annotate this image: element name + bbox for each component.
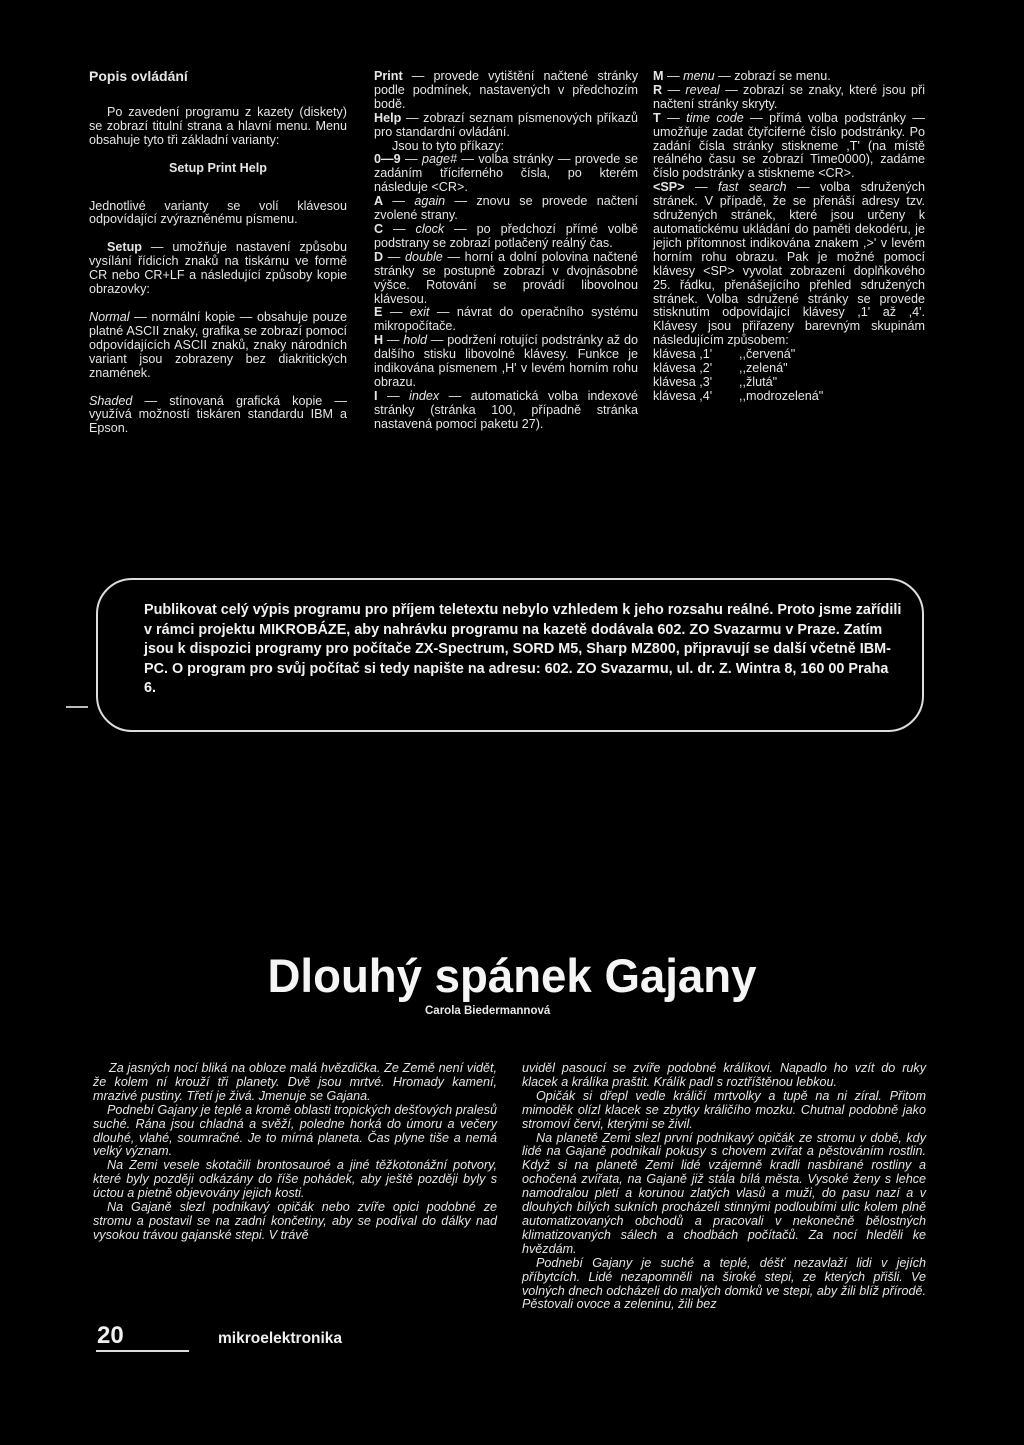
article-paragraph: Za jasných nocí bliká na obloze malá hvězdička. Ze Země není vidět, že kolem ní krouží tři planety. Dvě jsou mrtvé. Hromady kamení, mrazivé pustiny. Třetí je živá. Jmenuje se Gajana.	[93, 1061, 497, 1103]
intro-paragraph: Po zavedení programu z kazety (diskety) se zobrazí titulní strana a hlavní menu. Menu obsahuje tyto tři základní varianty:	[89, 104, 347, 147]
key-color-row: klávesa ,1' ,,červená"	[653, 347, 796, 362]
key-color-row: klávesa ,3' ,,žlutá"	[653, 374, 778, 389]
column-1	[89, 70, 347, 436]
article-paragraph: Na Zemi vesele skotačili brontosauroé a jiné těžkotonážní potvory, které byly později odkázány do říše pohádek, aby ještě později byly s úctou a pietně objevovány jejich kosti.	[93, 1158, 497, 1201]
article-author: Carola Biedermannová	[425, 1005, 551, 1017]
key-color-row: klávesa ,4' ,,modrozelená"	[653, 388, 824, 403]
article-paragraph: Podnebí Gajany je teplé a kromě oblasti tropických dešťových pralesů suché. Rána jsou chladná a svěží, poledne horká do úmoru a večery dlouhé, vlahé, soumračné. Je to mírná planeta. Čas plyne tiše a nemá velký význam.	[93, 1102, 497, 1159]
article-paragraph: Podnebí Gajany je suché a teplé, déšť nezavlaží lidi v jejích příbytcích. Lidé nezapomněli na široké stepi, ze kterých přišli. Ve volných dnech odcházeli do malých domků ve stepi, aby žili blíž přírodě. Pěstovali ovoce a zeleninu, žili bez	[522, 1255, 926, 1312]
command-e: E — exit — návrat do operačního systému mikropočítače.	[374, 305, 638, 334]
command-a: A — again — znovu se provede načtení zvolené strany.	[374, 194, 639, 223]
magazine-name: mikroelektronika	[218, 1330, 343, 1347]
command-m: M — menu — zobrazí se menu.	[653, 69, 831, 83]
shaded-paragraph: Shaded — stínovaná grafická kopie — využívá možností tiskáren standardu IBM a Epson.	[89, 393, 347, 436]
column-3	[653, 70, 925, 404]
article-right-column	[522, 1062, 926, 1312]
key-color-list	[653, 348, 925, 404]
commands-intro: Jsou to tyto příkazy:	[392, 138, 504, 153]
article-paragraph: Na Gajaně slezl podnikavý opičák nebo zvíře opici podobné ze stromu a postavil se na zadní končetiny, aby se podíval do dálky nad vysokou trávou gajanské stepi. V trávě	[93, 1200, 497, 1242]
section-heading: Popis ovládání	[89, 68, 188, 84]
page-number: 20	[97, 1322, 124, 1349]
command-t: T — time code — přímá volba podstránky — umožňuje zadat čtyřciferné číslo podstránky. Po zadání čísla stránky stiskneme ,T' (na místě reálného času se zobrazí Time0000), zadáme číslo podstránky a stiskneme <CR>.	[653, 110, 925, 181]
column-2	[374, 70, 638, 432]
article-left-column	[93, 1062, 497, 1243]
command-h: H — hold — podržení rotující podstránky až do dalšího stisku libovolné klávesy. Funkce je indikována písmenem ,H' v levém horním rohu obrazu.	[374, 333, 638, 389]
help-paragraph: Help — zobrazí seznam písmenových příkazů pro standardní ovládání.	[374, 110, 638, 139]
command-c: C — clock — po předchozí přímé volbě podstrany se zobrazí potlačený reálný čas.	[374, 221, 639, 250]
article-paragraph: uviděl pasoucí se zvíře podobné králíkovi. Napadlo ho vzít do ruky klacek a králíka praštit. Králík padl s roztříštěnou lebkou.	[522, 1061, 926, 1089]
notice-text: Publikovat celý výpis programu pro příjem teletextu nebylo vzhledem k jeho rozsahu reálné. Proto jsme zařídili v rámci projektu MIKROBÁZE, aby nahrávku programu na kazetě dodávala 602. ZO Svazarmu v Praze. Zatím jsou k dispozici programy pro počítače ZX-Spectrum, SORD M5, Sharp MZ800, připravují se další včetně IBM-PC. O program pro svůj počítač si tedy napište na adresu: 602. ZO Svazarmu, ul. dr. Z. Wintra 8, 160 00 Praha 6.	[144, 602, 902, 697]
command-0-9: 0—9 — page# — volba stránky — provede se zadáním tříciferného čísla, po kterém následuje <CR>.	[374, 152, 638, 195]
divider-left	[66, 706, 88, 708]
command-sp: <SP> — fast search — volba sdružených stránek. V případě, že se přenáší adresy tzv. sdružených stránek, které jsou určeny k automatickému ukládání do paměti dekodéru, je jejich přítomnost indikována znakem ,>' v levém horním rohu obrazu. Pak je možné pomocí klávesy <SP> vyvolat zobrazení doplňkového 25. řádku, přenášejícího přehled sdružených stránek. Volba sdružené stránky se provede stisknutím odpovídající klávesy ,1' až ,4'. Klávesy jsou přiřazeny barevným skupinám následujícím způsobem:	[653, 180, 925, 348]
article-title: Dlouhý spánek Gajany	[267, 949, 757, 1002]
setup-paragraph: Setup — umožňuje nastavení způsobu vysílání řídicích znaků na tiskárnu ve formě CR nebo CR+LF a následující způsoby kopie obrazovky:	[89, 240, 347, 297]
key-color-row: klávesa ,2' ,,zelená"	[653, 361, 788, 376]
normal-paragraph: Normal — normální kopie — obsahuje pouze platné ASCII znaky, grafika se zobrazí pomocí odpovídajících ASCII znaků, znaky národních variant jsou zobrazeny bez diakritických znamének.	[89, 309, 347, 380]
command-r: R — reveal — zobrazí se znaky, které jsou při načtení stránky skryty.	[653, 82, 925, 111]
command-d: D — double — horní a dolní polovina načtené stránky se postupně zobrazí v dvojnásobné výšce. Rotování se provádí libovolnou klávesou.	[374, 249, 638, 306]
menu-variants: Setup Print Help	[169, 160, 267, 175]
article-paragraph: Na planetě Zemi slezl první podnikavý opičák ze stromu v době, kdy lidé na Gajaně podnikali pokusy s chovem zvířat a pěstováním rostlin. Když si na planetě Zemi lidé vzájemně kradli nasbírané rostliny a ochočená zvířata, na Gajaně již stála bílá města. Vysoké ženy s lehce namodralou pletí a korunou zlatých vlasů a muži, do pasu nazí a v dlouhých bílých sukních procházeli stinnými podloubími ulic kolem plně automatizovaných obchodů a pracovali v nekonečně bělostných klimatizovaných sálech a chodbách počítačů. Za nocí hleděli ke hvězdám.	[522, 1130, 926, 1256]
article-paragraph: Opičák si dřepl vedle králičí mrtvolky a tupě na ni zíral. Přitom mimoděk olízl klacek se zbytky králičího mozku. Chutnal podobně jako stromoví červi, kterými se živil.	[522, 1088, 926, 1131]
command-i: I — index — automatická volba indexové stránky (stránka 100, případně stránka nastavená pomocí paketu 27).	[374, 388, 639, 431]
variants-paragraph: Jednotlivé varianty se volí klávesou odpovídající zvýrazněnému písmenu.	[89, 198, 347, 227]
print-paragraph: Print — provede vytištění načtené stránky podle podmínek, nastavených v předchozím bodě.	[374, 69, 638, 111]
page-number-underline	[96, 1350, 189, 1352]
